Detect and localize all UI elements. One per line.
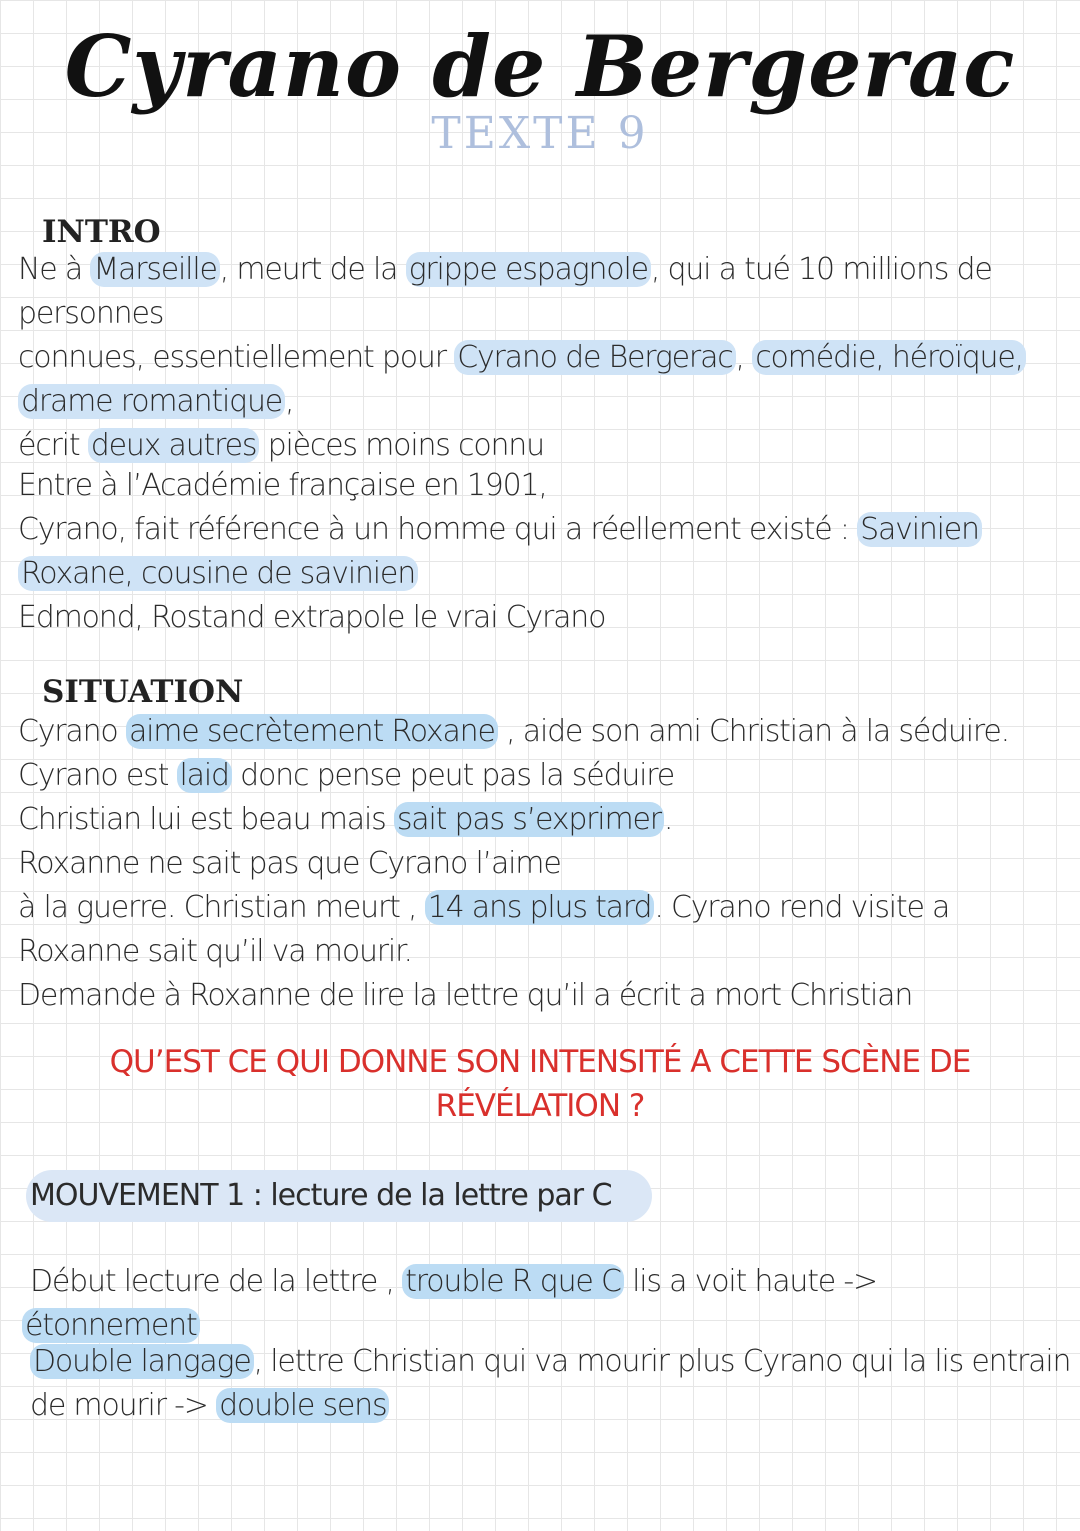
mouvement-1-line-4: de mourir -> double sens xyxy=(30,1384,389,1428)
situation-line-1: Cyrano aime secrètement Roxane , aide son ami Christian à la séduire. xyxy=(18,714,1009,749)
situation-line-6: Roxanne sait qu’il va mourir. xyxy=(18,934,412,969)
mouvement-1-label: MOUVEMENT 1 : lecture de la lettre par C xyxy=(26,1170,652,1222)
intro-line-8: Roxane, cousine de savinien xyxy=(18,552,418,596)
page-subtitle: TEXTE 9 xyxy=(431,108,649,159)
mouvement-1-line-2: étonnement xyxy=(22,1304,200,1348)
intro-line-4: drame romantique , xyxy=(18,380,293,424)
intro-line-3: connues, essentiellement pour Cyrano de Bergerac , comédie, héroïque, xyxy=(18,336,1026,380)
intro-line-5: écrit deux autres pièces moins connu xyxy=(18,428,544,463)
intro-line-9: Edmond, Rostand extrapole le vrai Cyrano xyxy=(18,600,606,635)
situation-line-7: Demande à Roxanne de lire la lettre qu’il a écrit a mort Christian xyxy=(18,978,913,1013)
situation-line-5: à la guerre. Christian meurt , 14 ans plus tard . Cyrano rend visite a xyxy=(18,890,950,925)
question-line-2: RÉVÉLATION ? xyxy=(435,1088,645,1124)
intro-line-6: Entre à l’Académie française en 1901, xyxy=(18,468,547,503)
situation-heading: SITUATION xyxy=(42,674,244,710)
page-title: Cyrano de Bergerac xyxy=(64,17,1016,116)
question-line-1: QU’EST CE QUI DONNE SON INTENSITÉ A CETTE SCÈNE DE xyxy=(109,1044,971,1080)
intro-heading: INTRO xyxy=(42,214,161,250)
situation-line-2: Cyrano est laid donc pense peut pas la séduire xyxy=(18,758,674,793)
mouvement-1-line-1: Début lecture de la lettre , trouble R que C lis a voit haute -> xyxy=(30,1264,877,1299)
mouvement-1-line-3: Double langage , lettre Christian qui va mourir plus Cyrano qui la lis entrain xyxy=(30,1340,1070,1384)
intro-line-2: personnes xyxy=(18,296,164,331)
intro-line-1: Ne à Marseille , meurt de la grippe espagnole , qui a tué 10 millions de xyxy=(18,252,992,287)
intro-line-7: Cyrano, fait référence à un homme qui a réellement existé : Savinien xyxy=(18,508,982,552)
situation-line-4: Roxanne ne sait pas que Cyrano l’aime xyxy=(18,846,561,881)
situation-line-3: Christian lui est beau mais sait pas s’exprimer . xyxy=(18,802,673,837)
